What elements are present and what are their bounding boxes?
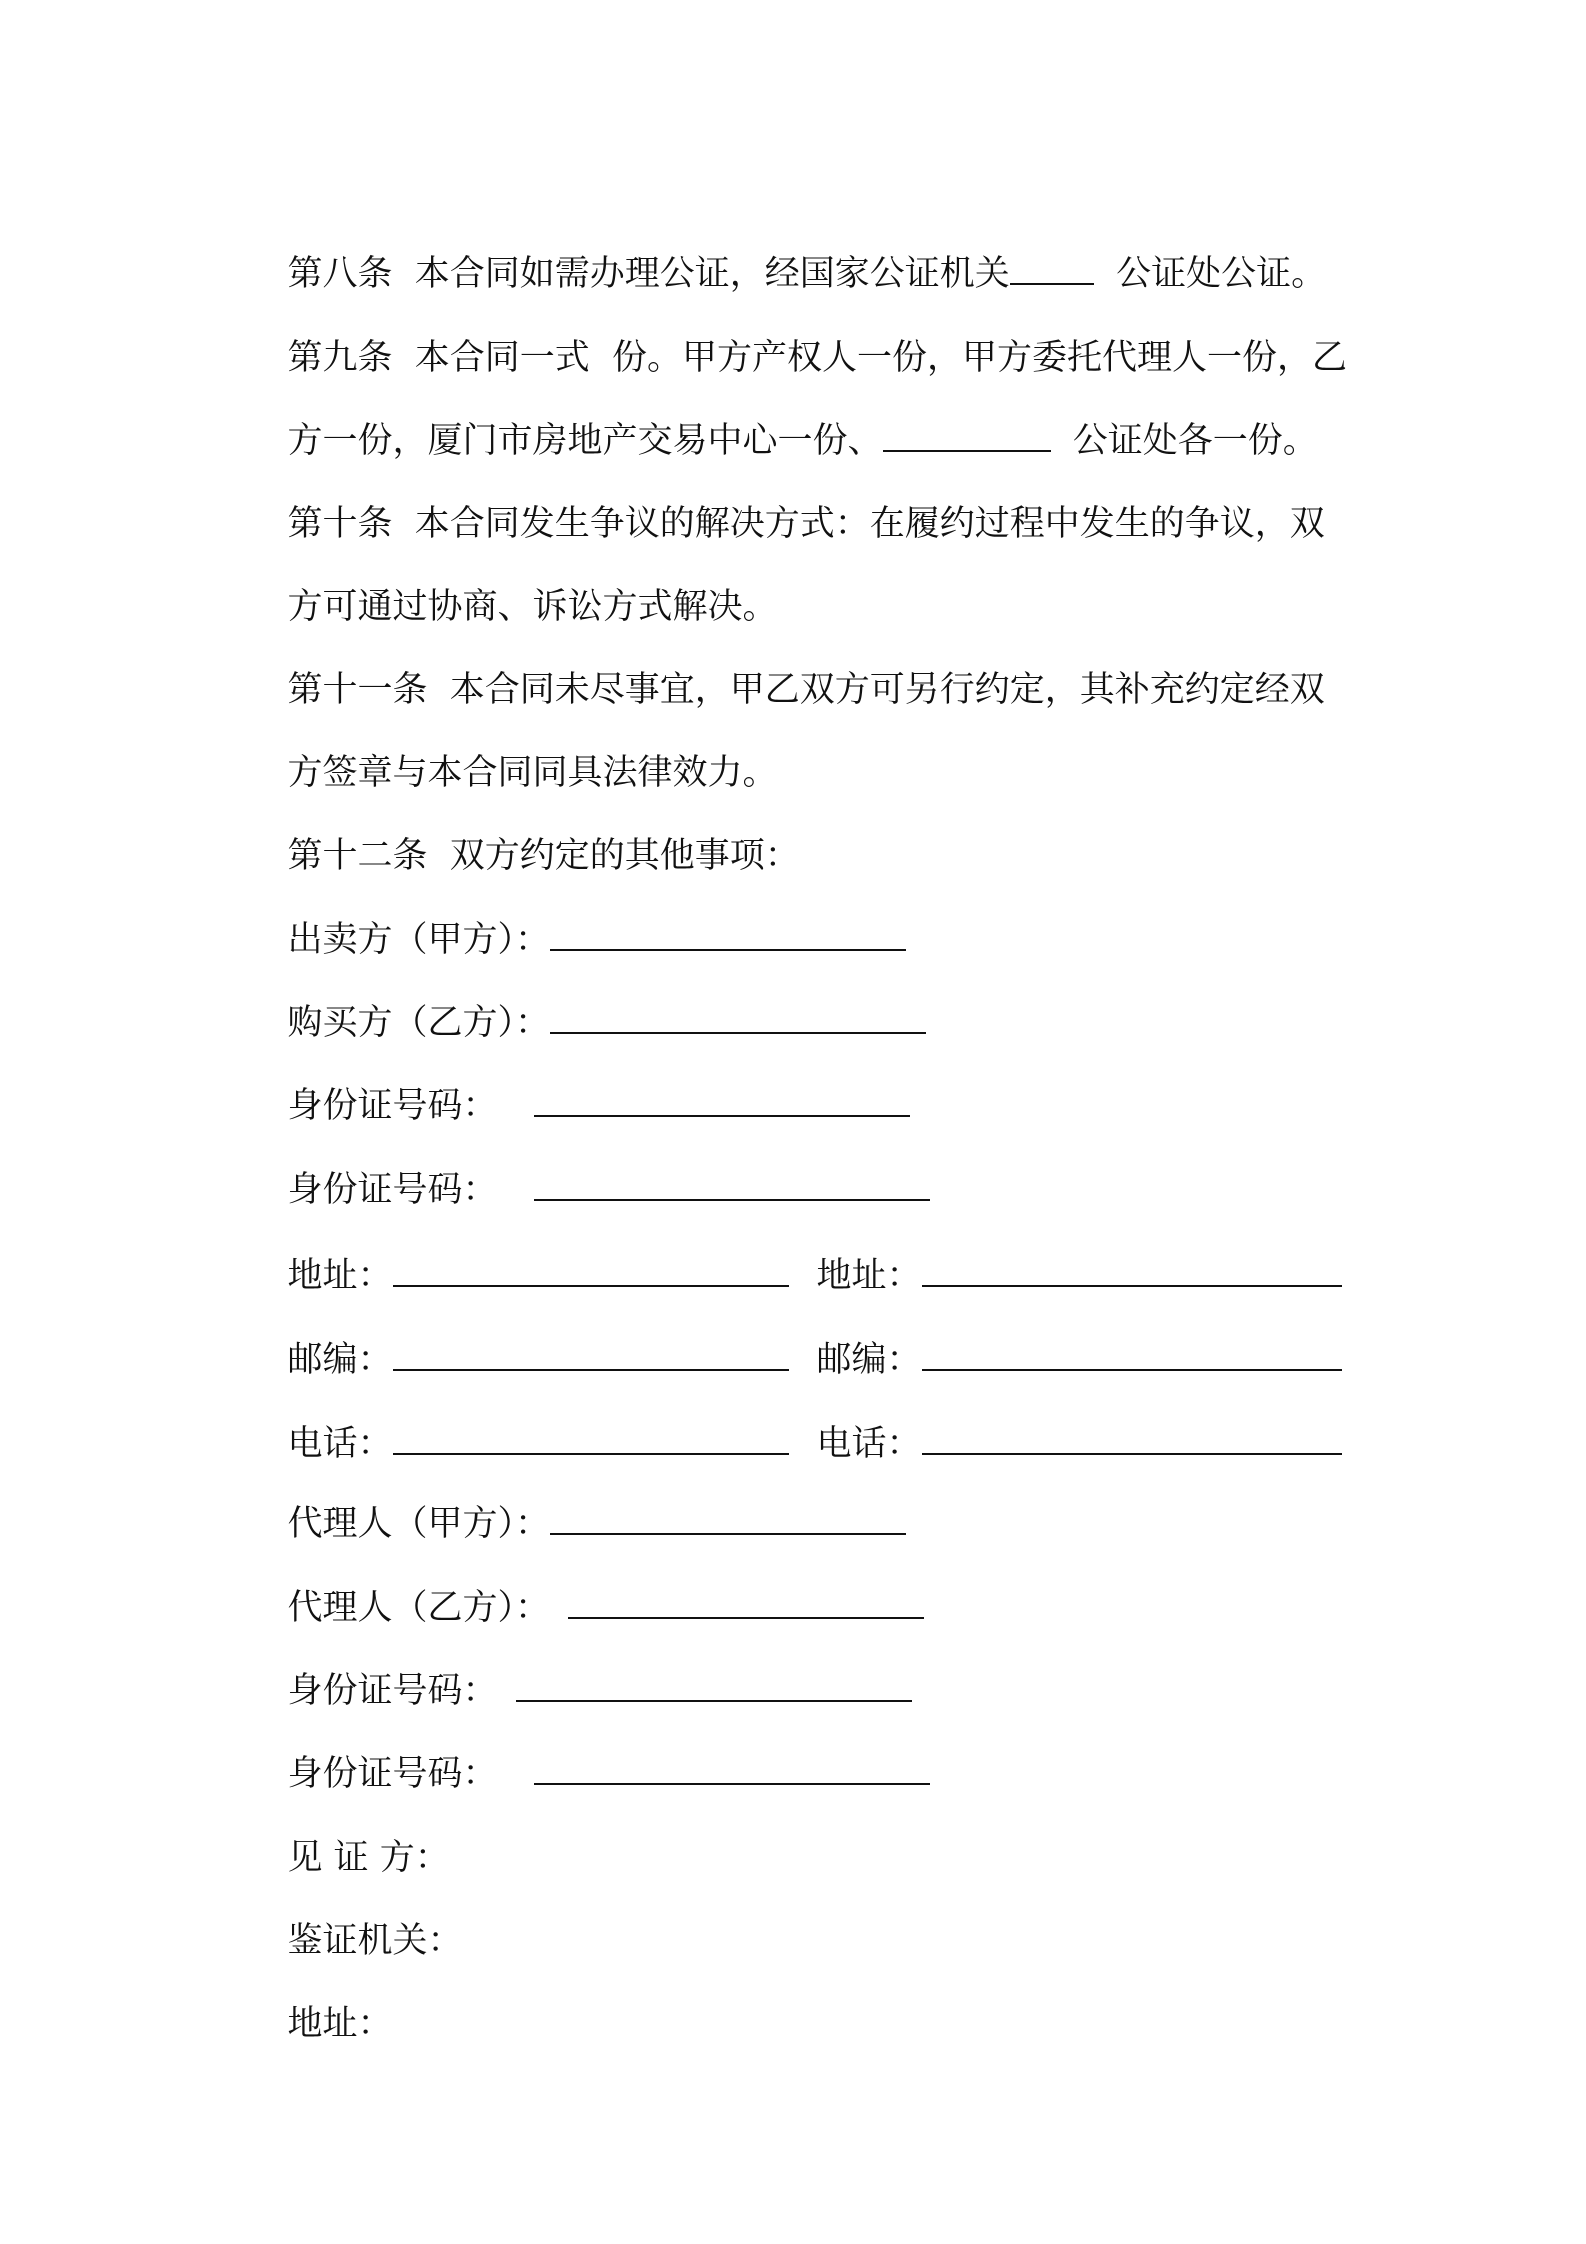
clause-9-text-line-2-before: 方一份，厦门市房地产交易中心一份、: [287, 421, 883, 461]
clause-12-text: 双方约定的其他事项：: [449, 836, 800, 876]
clause-10-label: 第十条: [287, 504, 393, 544]
clause-11-text-line-2: 方签章与本合同同具法律效力。: [287, 753, 778, 793]
agent-id-label-2: 身份证号码：: [287, 1754, 498, 1794]
seller-label: 出卖方（甲方）：: [287, 920, 551, 960]
id-field-1[interactable]: [534, 1085, 910, 1117]
phone-label-b: 电话：: [816, 1424, 922, 1464]
agent-id-label-1: 身份证号码：: [287, 1671, 498, 1711]
address-label-a: 地址：: [287, 1256, 393, 1296]
phone-label-a: 电话：: [287, 1424, 393, 1464]
clause-8-text-after: 公证处公证。: [1116, 254, 1327, 294]
authority-address-row: [243, 1958, 393, 2090]
agent-b-field[interactable]: [568, 1587, 924, 1619]
address-field-b[interactable]: [922, 1255, 1342, 1287]
seller-field[interactable]: [550, 919, 906, 951]
postcode-field-a[interactable]: [393, 1339, 789, 1371]
authority-address-label: 地址：: [287, 2004, 393, 2044]
clause-11-label: 第十一条: [287, 670, 428, 710]
agent-id-field-1[interactable]: [516, 1670, 912, 1702]
agent-id-field-2[interactable]: [534, 1753, 930, 1785]
phone-field-b[interactable]: [922, 1423, 1342, 1455]
clause-9-text-line-2-after: 公证处各一份。: [1072, 421, 1318, 461]
clause-8-blank[interactable]: [1010, 253, 1094, 285]
postcode-label-a: 邮编：: [287, 1340, 393, 1380]
id-label-2: 身份证号码：: [287, 1170, 498, 1210]
clause-8-text-before: 本合同如需办理公证，经国家公证机关: [414, 254, 1010, 294]
authority-label: 鉴证机关：: [287, 1921, 463, 1961]
clause-9-label: 第九条: [287, 338, 393, 378]
clause-10-text-line-2: 方可通过协商、诉讼方式解决。: [287, 587, 778, 627]
agent-a-field[interactable]: [550, 1503, 906, 1535]
clause-9-blank[interactable]: [883, 420, 1051, 452]
buyer-label: 购买方（乙方）：: [287, 1003, 551, 1043]
clause-9-text-line-1: 本合同一式 份。甲方产权人一份，甲方委托代理人一份，乙: [414, 338, 1348, 378]
agent-a-label: 代理人（甲方）：: [287, 1504, 551, 1544]
address-field-a[interactable]: [393, 1255, 789, 1287]
postcode-field-b[interactable]: [922, 1339, 1342, 1371]
clause-11-text-line-1: 本合同未尽事宜，甲乙双方可另行约定，其补充约定经双: [449, 670, 1325, 710]
buyer-field[interactable]: [550, 1002, 926, 1034]
id-field-2[interactable]: [534, 1169, 930, 1201]
clause-12-label: 第十二条: [287, 836, 428, 876]
clause-8-label: 第八条: [287, 254, 393, 294]
id-label-1: 身份证号码：: [287, 1086, 498, 1126]
clause-10-text-line-1: 本合同发生争议的解决方式：在履约过程中发生的争议，双: [414, 504, 1325, 544]
agent-b-label: 代理人（乙方）：: [287, 1588, 551, 1628]
witness-label: 见 证 方：: [287, 1838, 450, 1878]
address-label-b: 地址：: [816, 1256, 922, 1296]
phone-field-a[interactable]: [393, 1423, 789, 1455]
postcode-label-b: 邮编：: [816, 1340, 922, 1380]
